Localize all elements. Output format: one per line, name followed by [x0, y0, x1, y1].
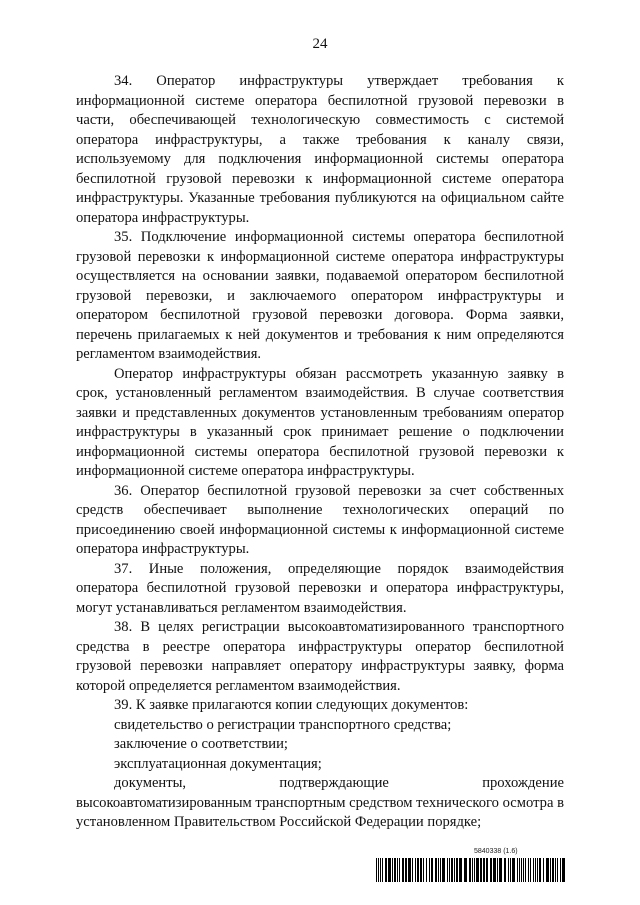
- page-number: 24: [312, 36, 328, 52]
- document-barcode-block: [376, 848, 566, 882]
- paragraph-35: 35. Подключение информационной системы оператора беспилотной грузовой перевозки к информационной системе оператора инфраструктуры осуществляется на основании заявки, подаваемой оператором беспилотной грузовой перевозки, и заключаемого оператором инфраструктуры и оператором беспилотной грузовой перевозки договора. Форма заявки, перечень прилагаемых к ней документов и требования к ним определяются регламентом взаимодействия.: [76, 229, 564, 362]
- paragraph-37: 37. Иные положения, определяющие порядок взаимодействия оператора беспилотной грузовой перевозки и оператора инфраструктуры, могут устанавливаться регламентом взаимодействия.: [76, 560, 564, 616]
- barcode-caption: 5840338 (1.6): [474, 848, 518, 855]
- paragraph-35-continuation: Оператор инфраструктуры обязан рассмотреть указанную заявку в срок, установленный регламентом взаимодействия. В случае соответствия заявки и представленных документов установленным требованиям оператор инфраструктуры в указанный срок принимает решение о подключении информационной системы оператора беспилотной грузовой перевозки к информационной системе оператора инфраструктуры.: [76, 365, 564, 479]
- list-item-registration-certificate: свидетельство о регистрации транспортного средства;: [114, 716, 452, 733]
- barcode-icon: [376, 858, 566, 882]
- list-item-conformity-conclusion: заключение о соответствии;: [114, 736, 288, 752]
- document-body: [76, 72, 564, 833]
- paragraph-39: 39. К заявке прилагаются копии следующих документов:: [114, 697, 469, 713]
- paragraph-34: 34. Оператор инфраструктуры утверждает требования к информационной системе оператора беспилотной грузовой перевозки в части, обеспечивающей технологическую совместимость с системой оператора инфраструктуры, а также требования к каналу связи, используемому для подключения информационной системы оператора беспилотной грузовой перевозки к информационной системе оператора инфраструктуры. Указанные требования публикуются на официальном сайте оператора инфраструктуры.: [76, 73, 564, 226]
- paragraph-38: 38. В целях регистрации высокоавтоматизированного транспортного средства в реестре оператора инфраструктуры оператор беспилотной грузовой перевозки направляет оператору инфраструктуры заявку, форма которой определяется регламентом взаимодействия.: [76, 619, 564, 694]
- list-item-operation-documentation: эксплуатационная документация;: [114, 755, 322, 772]
- list-item-inspection-documents: документы, подтверждающие прохождение высокоавтоматизированным транспортным средством технического осмотра в установленном Правительством Российской Федерации порядке;: [76, 775, 564, 830]
- paragraph-36: 36. Оператор беспилотной грузовой перевозки за счет собственных средств обеспечивает выполнение технологических операций по присоединению своей информационной системы к информационной системе оператора инфраструктуры.: [76, 482, 564, 557]
